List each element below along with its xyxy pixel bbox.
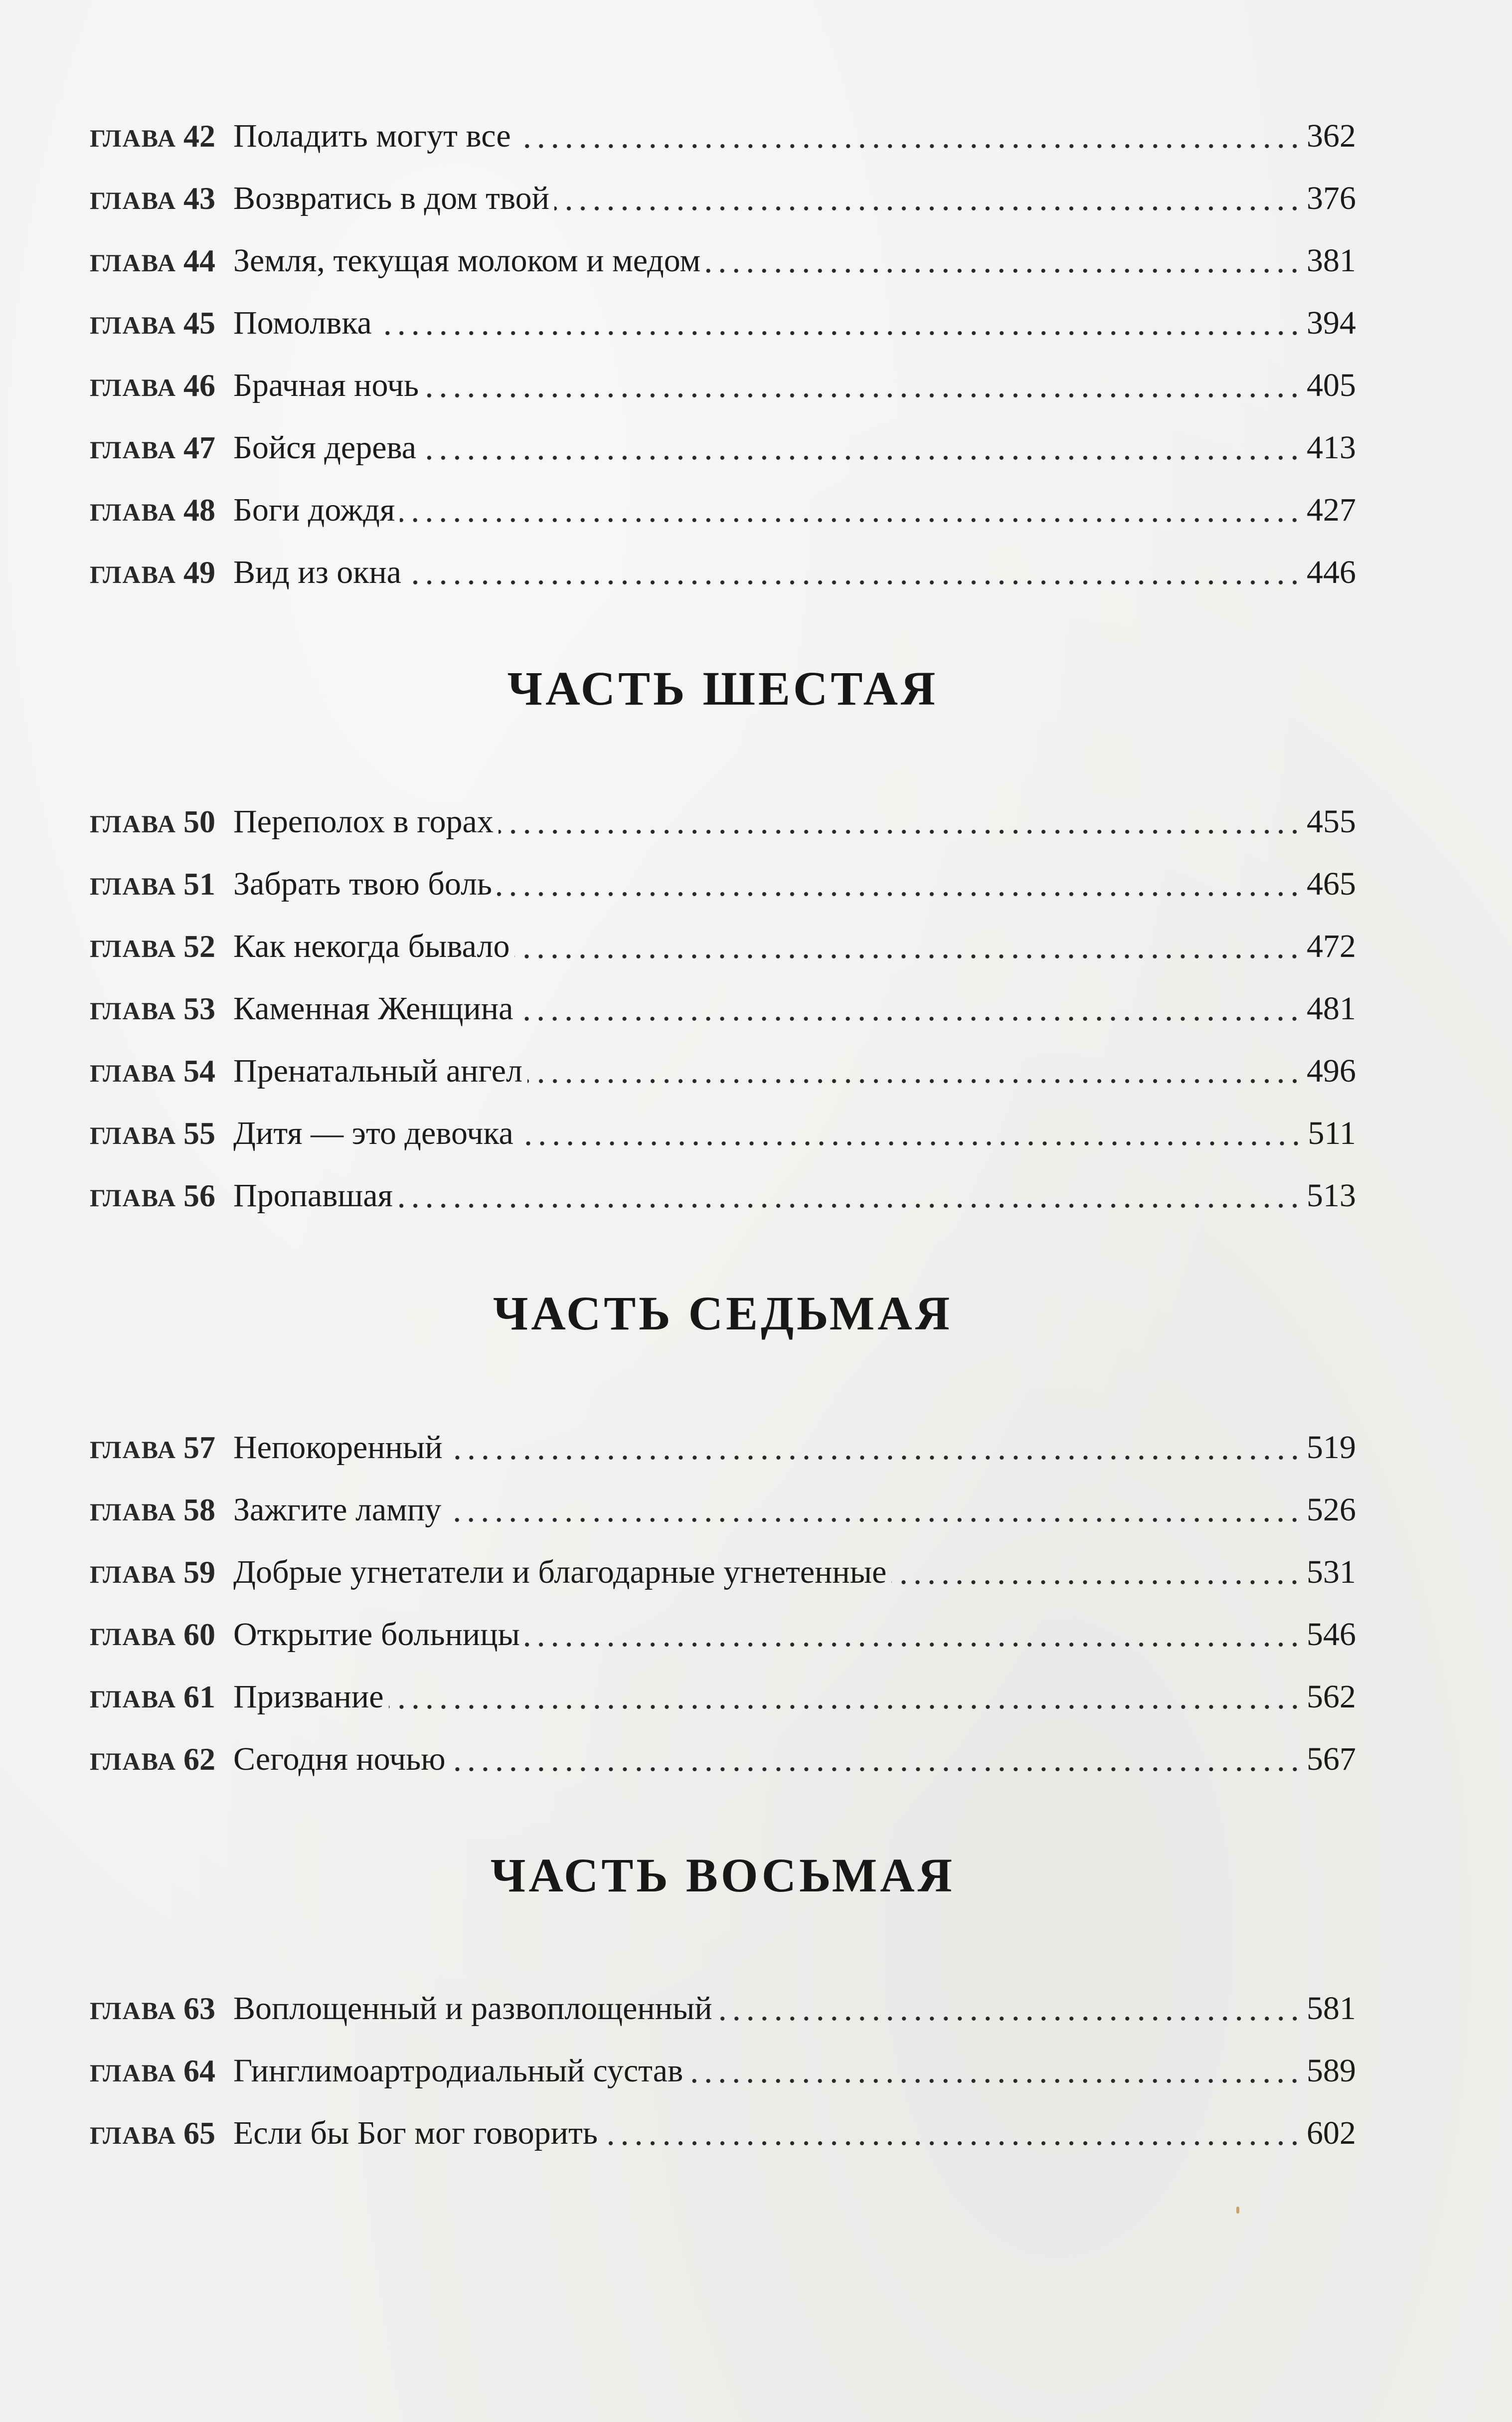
dot-leader [705, 266, 1302, 275]
chapter-number: 45 [183, 305, 215, 341]
dot-leader [377, 329, 1302, 338]
chapter-number: 55 [183, 1116, 215, 1151]
dot-leader [688, 2076, 1302, 2085]
chapter-title: Боги дождя [233, 492, 395, 528]
page-number: 589 [1307, 2052, 1356, 2089]
dot-leader [389, 1702, 1302, 1711]
chapter-number: 57 [183, 1430, 215, 1465]
chapter-number: 46 [183, 368, 215, 403]
page-number: 513 [1307, 1177, 1356, 1214]
chapter-title: Вид из окна [233, 554, 401, 590]
toc-entry [90, 2042, 1356, 2097]
chapter-number: 61 [183, 1679, 215, 1714]
page-number: 472 [1307, 928, 1356, 964]
chapter-title: Зажгите лампу [233, 1491, 442, 1528]
chapter-prefix: глава [90, 1676, 176, 1715]
dot-leader [891, 1578, 1302, 1587]
table-of-contents [90, 0, 1356, 2422]
chapter-title: Призвание [233, 1678, 384, 1715]
chapter-title: Если бы Бог мог говорить [233, 2115, 598, 2151]
toc-entry [90, 1543, 1356, 1598]
page-number: 562 [1307, 1678, 1356, 1715]
toc-entry [90, 419, 1356, 474]
toc-entry [90, 232, 1356, 287]
page-number: 602 [1307, 2115, 1356, 2151]
chapter-number: 51 [183, 866, 215, 902]
page-number: 581 [1307, 1990, 1356, 2027]
page-number: 376 [1307, 180, 1356, 216]
toc-entry [90, 170, 1356, 224]
toc-entry [90, 1042, 1356, 1097]
chapter-title: Поладить могут все [233, 118, 511, 154]
dot-leader [717, 2014, 1302, 2023]
chapter-prefix: глава [90, 800, 176, 840]
toc-entry [90, 980, 1356, 1035]
chapter-number: 63 [183, 1991, 215, 2026]
dot-leader [603, 2139, 1302, 2148]
chapter-number: 59 [183, 1554, 215, 1590]
chapter-title: Переполох в горах [233, 803, 494, 840]
chapter-prefix: глава [90, 115, 176, 155]
page-number: 455 [1307, 803, 1356, 840]
toc-entry [90, 1105, 1356, 1159]
chapter-number: 65 [183, 2115, 215, 2151]
part-heading: ЧАСТЬ ШЕСТАЯ [507, 662, 939, 715]
page-number: 519 [1307, 1429, 1356, 1466]
chapter-number: 48 [183, 492, 215, 528]
page-number: 381 [1307, 242, 1356, 279]
chapter-number: 58 [183, 1492, 215, 1527]
dot-leader [514, 952, 1302, 961]
chapter-prefix: глава [90, 2049, 176, 2089]
dot-leader [406, 578, 1302, 587]
chapter-number: 53 [183, 991, 215, 1026]
page-number: 405 [1307, 367, 1356, 403]
dot-leader [400, 516, 1302, 525]
chapter-prefix: глава [90, 489, 176, 529]
chapter-number: 64 [183, 2053, 215, 2088]
chapter-number: 56 [183, 1178, 215, 1213]
toc-entry [90, 855, 1356, 910]
part-heading: ЧАСТЬ СЕДЬМАЯ [493, 1287, 953, 1340]
dot-leader [451, 1765, 1302, 1774]
toc-entry [90, 294, 1356, 349]
paper-speck [1236, 2207, 1239, 2214]
chapter-prefix: глава [90, 302, 176, 342]
chapter-title: Добрые угнетатели и благодарные угнетенные [233, 1554, 887, 1590]
toc-entry [90, 1167, 1356, 1222]
chapter-number: 62 [183, 1741, 215, 1777]
chapter-title: Дитя — это девочка [233, 1115, 513, 1151]
page-number: 526 [1307, 1491, 1356, 1528]
chapter-prefix: глава [90, 239, 176, 279]
chapter-number: 42 [183, 118, 215, 154]
page-number: 413 [1307, 429, 1356, 466]
chapter-number: 50 [183, 804, 215, 839]
page-number: 546 [1307, 1616, 1356, 1653]
dot-leader [527, 1077, 1302, 1086]
page-number: 496 [1307, 1053, 1356, 1089]
dot-leader [499, 827, 1302, 836]
chapter-number: 54 [183, 1053, 215, 1089]
dot-leader [518, 1139, 1303, 1148]
chapter-prefix: глава [90, 1613, 176, 1653]
chapter-title: Возвратись в дом твой [233, 180, 549, 216]
dot-leader [424, 391, 1302, 400]
chapter-prefix: глава [90, 177, 176, 217]
chapter-prefix: глава [90, 1050, 176, 1090]
page-number: 481 [1307, 990, 1356, 1027]
dot-leader [421, 453, 1302, 462]
chapter-number: 44 [183, 243, 215, 278]
chapter-number: 47 [183, 430, 215, 465]
chapter-title: Бойся дерева [233, 429, 417, 466]
chapter-title: Открытие больницы [233, 1616, 520, 1653]
chapter-title: Сегодня ночью [233, 1741, 446, 1777]
toc-entry [90, 1419, 1356, 1474]
chapter-title: Непокоренный [233, 1429, 443, 1466]
toc-entry [90, 544, 1356, 598]
chapter-number: 49 [183, 555, 215, 590]
page-number: 362 [1307, 118, 1356, 154]
chapter-title: Брачная ночь [233, 367, 419, 403]
toc-entry [90, 357, 1356, 411]
dot-leader [516, 142, 1302, 151]
dot-leader [446, 1515, 1302, 1524]
chapter-title: Помолвка [233, 305, 372, 341]
chapter-title: Забрать твою боль [233, 866, 493, 902]
chapter-prefix: глава [90, 1489, 176, 1528]
part-heading: ЧАСТЬ ВОСЬМАЯ [491, 1849, 955, 1902]
chapter-prefix: глава [90, 1112, 176, 1152]
chapter-prefix: глава [90, 863, 176, 903]
chapter-title: Как некогда бывало [233, 928, 510, 964]
dot-leader [398, 1201, 1302, 1210]
dot-leader [525, 1640, 1302, 1649]
chapter-prefix: глава [90, 1738, 176, 1778]
chapter-prefix: глава [90, 364, 176, 404]
page-number: 511 [1308, 1115, 1356, 1151]
chapter-prefix: глава [90, 1174, 176, 1214]
page-number: 427 [1307, 492, 1356, 528]
chapter-title: Земля, текущая молоком и медом [233, 242, 701, 279]
chapter-title: Пропавшая [233, 1177, 393, 1214]
chapter-title: Гинглимоартродиальный сустав [233, 2052, 683, 2089]
chapter-prefix: глава [90, 1551, 176, 1591]
chapter-number: 60 [183, 1617, 215, 1652]
chapter-title: Каменная Женщина [233, 990, 513, 1027]
toc-entry [90, 793, 1356, 848]
toc-entry [90, 918, 1356, 972]
toc-entry [90, 1481, 1356, 1536]
chapter-prefix: глава [90, 925, 176, 965]
toc-entry [90, 107, 1356, 162]
dot-leader [518, 1014, 1302, 1023]
chapter-title: Пренатальный ангел [233, 1053, 522, 1089]
dot-leader [497, 890, 1302, 899]
page-number: 446 [1307, 554, 1356, 590]
chapter-prefix: глава [90, 987, 176, 1027]
chapter-prefix: глава [90, 1426, 176, 1466]
dot-leader [554, 204, 1302, 213]
toc-entry [90, 1980, 1356, 2035]
dot-leader [448, 1453, 1302, 1462]
chapter-prefix: глава [90, 2112, 176, 2152]
page-number: 531 [1307, 1554, 1356, 1590]
chapter-number: 43 [183, 181, 215, 216]
page-number: 465 [1307, 866, 1356, 902]
toc-entry [90, 1730, 1356, 1785]
toc-entry [90, 1606, 1356, 1661]
page-number: 394 [1307, 305, 1356, 341]
toc-entry [90, 2104, 1356, 2159]
chapter-prefix: глава [90, 1987, 176, 2027]
toc-entry [90, 481, 1356, 536]
chapter-number: 52 [183, 929, 215, 964]
chapter-prefix: глава [90, 551, 176, 591]
page-number: 567 [1307, 1741, 1356, 1777]
toc-entry [90, 1668, 1356, 1723]
chapter-title: Воплощенный и развоплощенный [233, 1990, 712, 2027]
chapter-prefix: глава [90, 426, 176, 466]
